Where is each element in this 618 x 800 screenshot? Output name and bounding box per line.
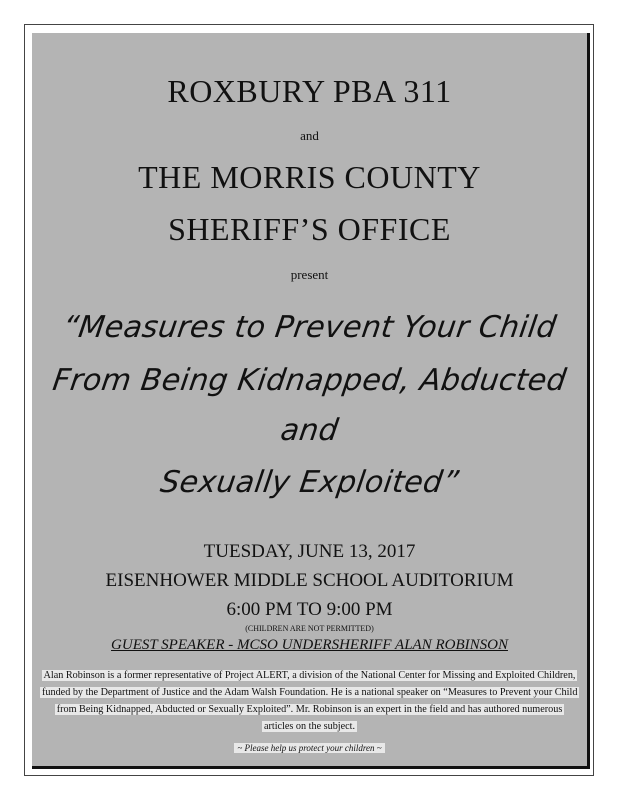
present-text: present	[290, 267, 329, 282]
and-text: and	[300, 128, 319, 143]
title-roxbury-pba: ROXBURY PBA 311	[167, 73, 452, 109]
guest-speaker: GUEST SPEAKER - MCSO UNDERSHERIFF ALAN ROBINSON	[111, 637, 508, 653]
headline-line-1: “Measures to Prevent Your Child	[60, 310, 559, 345]
children-note: (CHILDREN ARE NOT PERMITTED)	[245, 624, 374, 633]
event-date: TUESDAY, JUNE 13, 2017	[203, 541, 416, 562]
title-morris-county: THE MORRIS COUNTY	[138, 159, 481, 195]
headline-line-2: From Being Kidnapped, Abducted	[50, 363, 569, 398]
speaker-bio	[40, 667, 579, 735]
headline-line-3: and	[278, 413, 341, 448]
tagline	[32, 743, 587, 753]
title-sheriffs-office: SHERIFF’S OFFICE	[168, 211, 451, 247]
event-venue: EISENHOWER MIDDLE SCHOOL AUDITORIUM	[105, 570, 514, 591]
speaker-bio-text: Alan Robinson is a former representative of Project ALERT, a division of the National Center for Missing and Exploited Children, funded by the Department of Justice and the Adam Walsh Foundation. He is a national speaker on “Measures to Prevent your Child from Being Kidnapped, Abducted or Sexually Exploited”. Mr. Robinson is an expert in the field and has authored numerous articles on the subject.	[42, 670, 578, 732]
headline-line-4: Sexually Exploited”	[158, 465, 461, 500]
flyer-panel	[32, 33, 590, 769]
event-time: 6:00 PM TO 9:00 PM	[226, 599, 393, 620]
tagline-text: ~ Please help us protect your children ~	[234, 743, 384, 753]
